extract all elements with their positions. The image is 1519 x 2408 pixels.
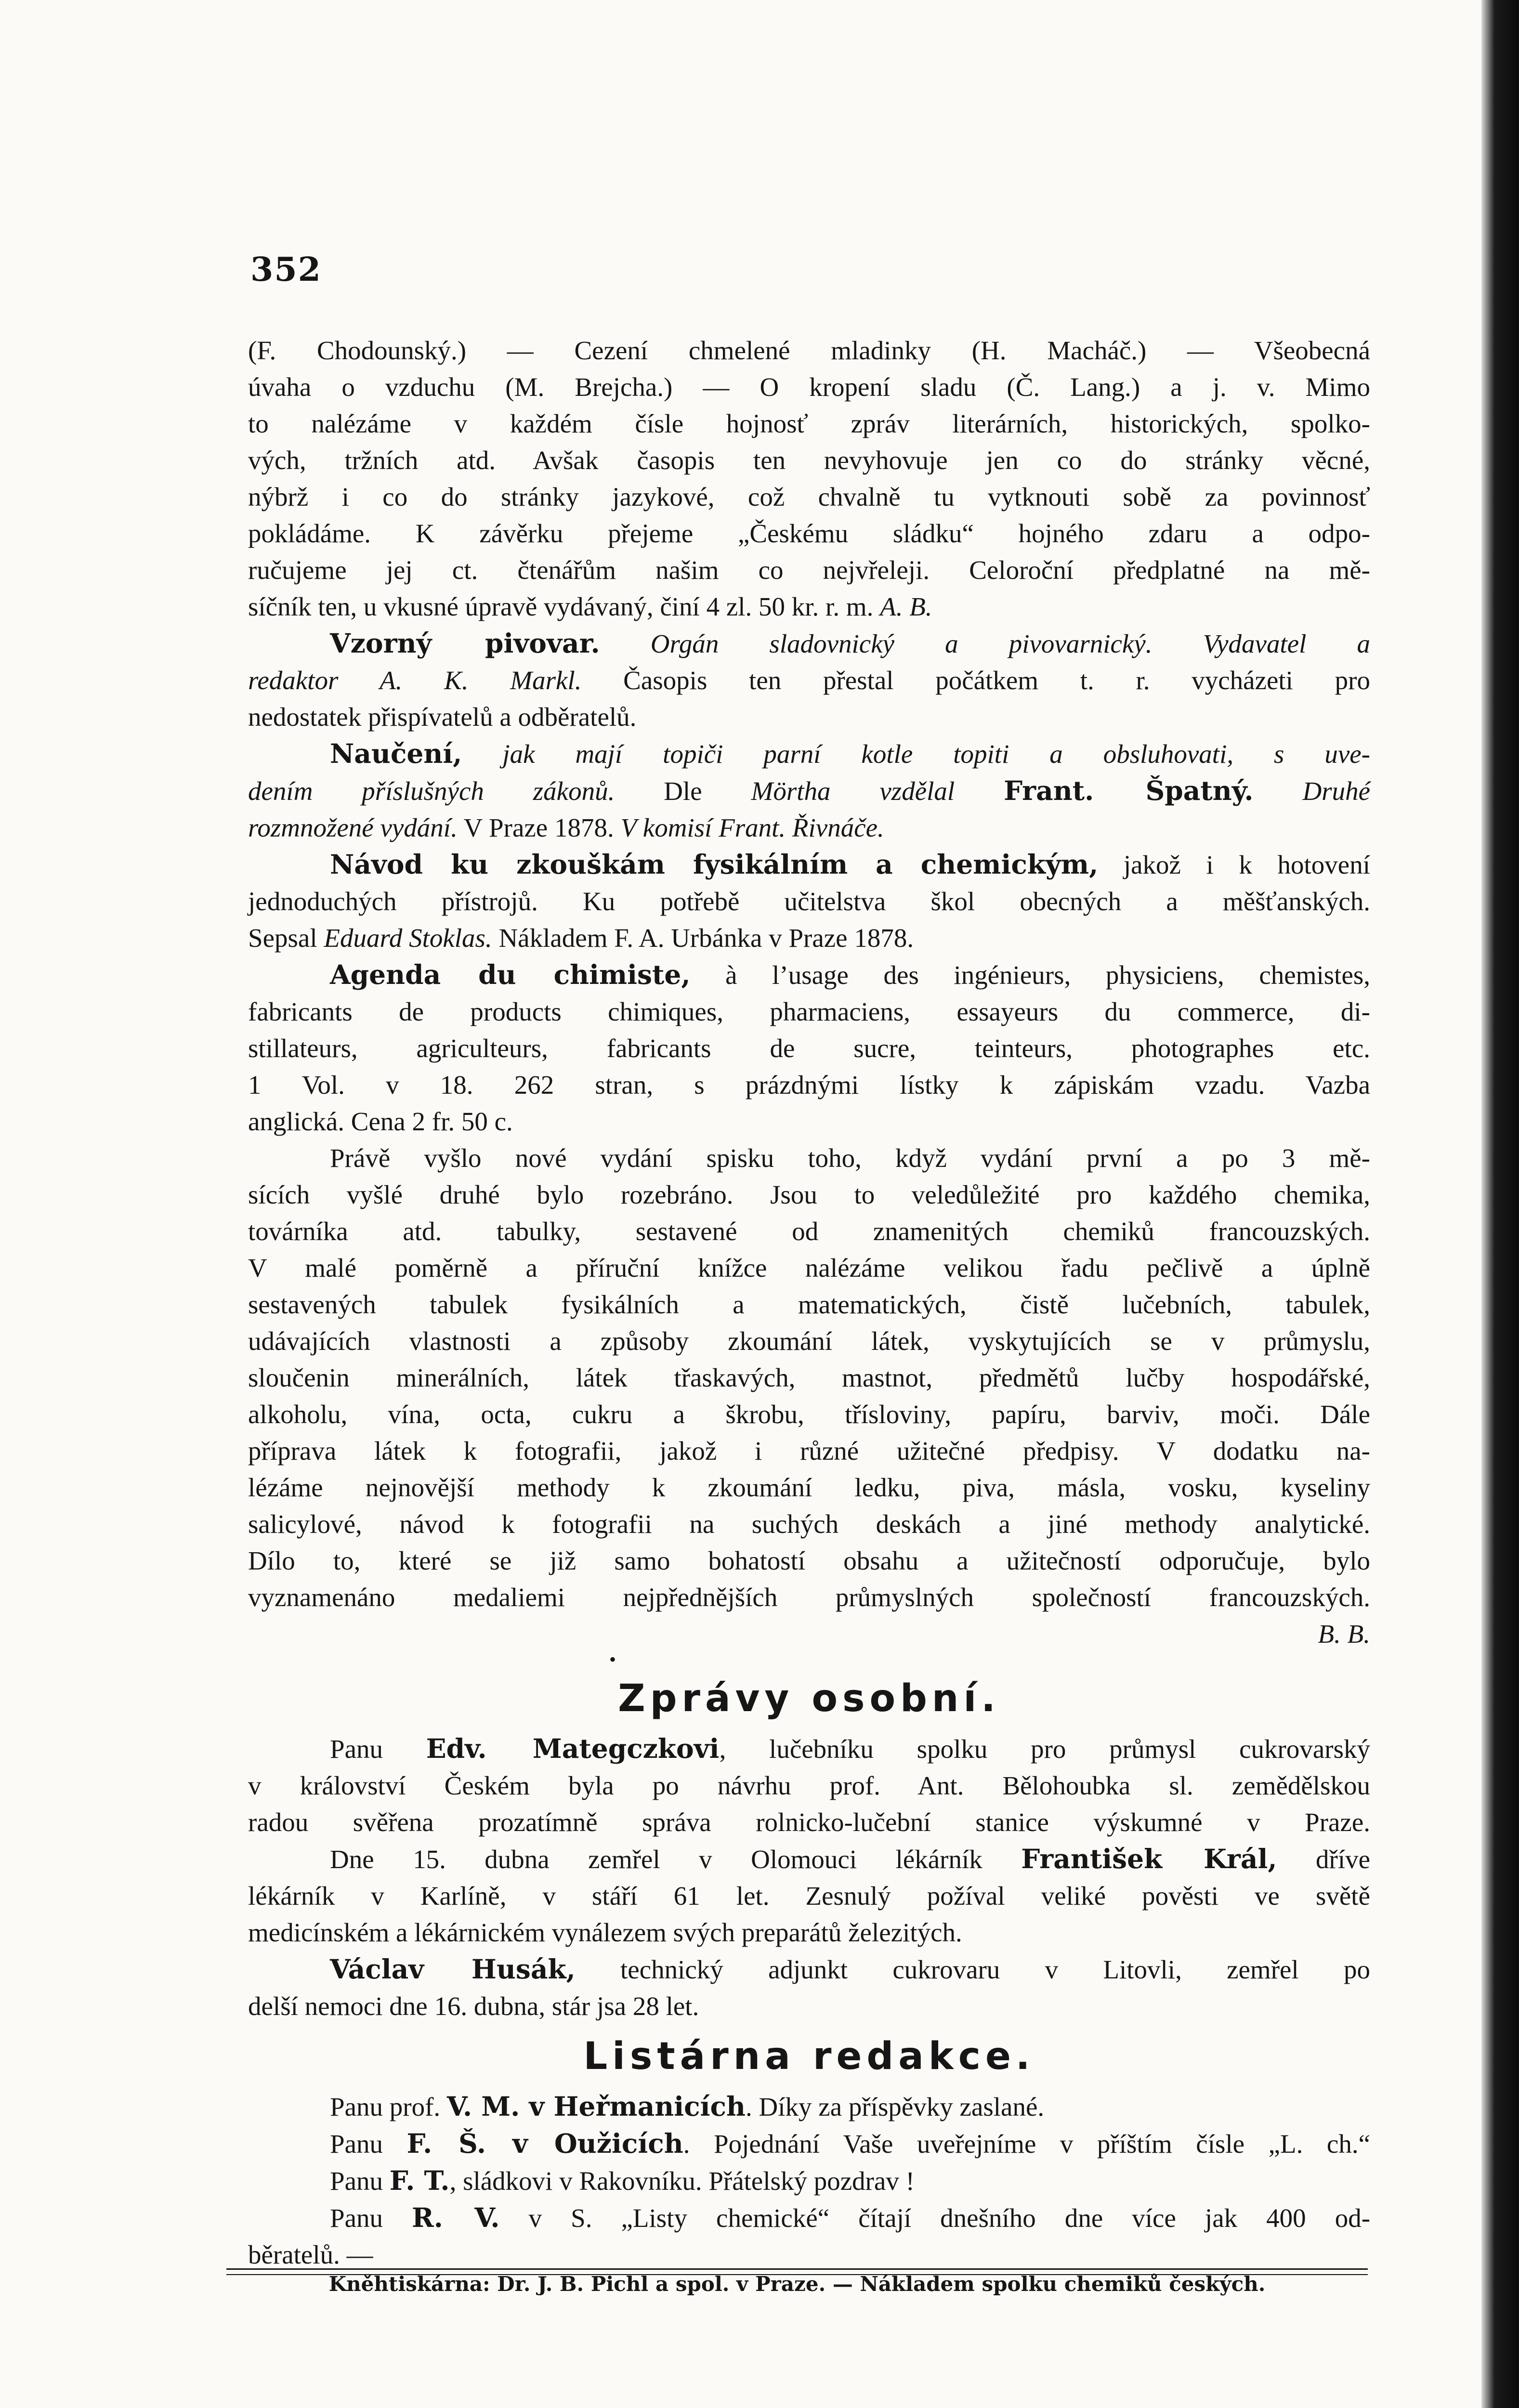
- text-line: [248, 1616, 1370, 1652]
- text-line: [248, 1140, 1370, 1177]
- bold-text: V. M. v Heřmanicích: [446, 2091, 746, 2122]
- text-span: udávajících vlastnosti a způsoby zkoumání látek, vyskytujících se v průmyslu,: [248, 1326, 1370, 1356]
- text-span: síčník ten, u vkusné úpravě vydávaný, činí 4 zl. 50 kr. r. m.: [248, 592, 880, 621]
- text-line: [248, 1951, 1370, 1988]
- text-line: [248, 1103, 1370, 1140]
- text-line: [248, 699, 1370, 735]
- text-line: [248, 1804, 1370, 1841]
- text-span: stillateurs, agriculteurs, fabricants de sucre, teinteurs, photographes etc.: [248, 1034, 1370, 1063]
- text-line: [248, 1323, 1370, 1360]
- bold-text: R. V.: [412, 2202, 500, 2233]
- text-span: Panu: [330, 2166, 390, 2196]
- text-line: [248, 2125, 1370, 2162]
- text-span: ručujeme jej ct. čtenářům našim co nejvřeleji. Celoroční předplatné na mě-: [248, 555, 1370, 585]
- text-span: sestavených tabulek fysikálních a matematických, čistě lučebních, tabulek,: [248, 1290, 1370, 1319]
- text-line: [248, 810, 1370, 846]
- italic-text: dením příslušných zákonů.: [248, 776, 615, 806]
- text-span: nýbrž i co do stránky jazykové, což chvalně tu vytknouti sobě za povinnosť: [248, 482, 1370, 511]
- text-span: továrníka atd. tabulky, sestavené od znamenitých chemiků francouzských.: [248, 1217, 1370, 1246]
- text-span: Sepsal: [248, 923, 324, 953]
- text-line: [248, 956, 1370, 994]
- article-body: [248, 332, 1370, 2273]
- text-span: vyznamenáno medaliemi nejpřednějších průmyslných společností francouzských.: [248, 1583, 1370, 1612]
- italic-text: Druhé: [1302, 776, 1371, 806]
- text-span: Dle: [615, 776, 751, 806]
- text-span: Dílo to, které se již samo bohatostí obsahu a užitečností odporučuje, bylo: [248, 1546, 1370, 1575]
- text-line: [248, 2199, 1370, 2237]
- printer-imprint: Kněhtiskárna: Dr. J. B. Pichl a spol. v Praze. — Nákladem spolku chemiků českých.: [328, 2272, 1266, 2296]
- text-line: [248, 1730, 1370, 1767]
- text-line: [248, 1506, 1370, 1543]
- text-span: pokládáme. K závěrku přejeme „Českému sládku“ hojného zdaru a odpo-: [248, 519, 1370, 548]
- text-line: [248, 479, 1370, 515]
- text-span: lézáme nejnovější methody k zkoumání ledku, piva, másla, vosku, kyseliny: [248, 1473, 1370, 1502]
- text-line: [248, 1469, 1370, 1506]
- text-span: , sládkovi v Rakovníku. Přátelský pozdrav !: [449, 2166, 915, 2196]
- text-span: , lučebníku spolku pro průmysl cukrovarský: [719, 1734, 1370, 1764]
- text-line: [248, 369, 1370, 406]
- text-line: [248, 735, 1370, 772]
- text-span: běratelů. —: [248, 2240, 373, 2269]
- text-line: [248, 332, 1370, 369]
- text-span: delší nemoci dne 16. dubna, stár jsa 28 let.: [248, 1991, 699, 2021]
- text-line: [248, 2237, 1370, 2273]
- text-span: . Pojednání Vaše uveřejníme v příštím čísle „L. ch.“: [683, 2129, 1371, 2159]
- italic-text: A. B.: [880, 592, 932, 621]
- text-line: [248, 772, 1370, 810]
- text-line: [248, 589, 1370, 625]
- text-span: Nákladem F. A. Urbánka v Praze 1878.: [492, 923, 914, 953]
- text-span: v království Českém byla po návrhu prof. Ant. Bělohoubka sl. zemědělskou: [248, 1771, 1370, 1800]
- text-span: příprava látek k fotografii, jakož i různé užitečné předpisy. V dodatku na-: [248, 1436, 1370, 1466]
- italic-text: Eduard Stoklas.: [324, 923, 492, 953]
- text-span: [600, 629, 651, 658]
- text-line: [248, 1914, 1370, 1951]
- text-line: [248, 1767, 1370, 1804]
- text-line: [248, 920, 1370, 956]
- text-span: Panu: [330, 1734, 426, 1764]
- ornament-dot: •: [609, 1649, 616, 1670]
- text-line: [248, 1396, 1370, 1433]
- text-span: technický adjunkt cukrovaru v Litovli, zemřel po: [575, 1955, 1370, 1984]
- text-span: vých, tržních atd. Avšak časopis ten nevyhovuje jen co do stránky věcné,: [248, 445, 1370, 475]
- bold-text: Naučení,: [330, 738, 462, 769]
- text-span: . Díky za příspěvky zaslané.: [746, 2092, 1045, 2121]
- text-span: radou svěřena prozatímně správa rolnicko-lučební stanice výskumné v Praze.: [248, 1807, 1370, 1837]
- text-line: [248, 846, 1370, 883]
- text-span: to nalézáme v každém čísle hojnosť zpráv literárních, historických, spolko-: [248, 409, 1370, 438]
- text-line: [248, 1030, 1370, 1067]
- bold-text: Vzorný pivovar.: [330, 628, 600, 659]
- text-span: jakož i k hotovení: [1098, 850, 1370, 879]
- text-line: [248, 883, 1370, 920]
- bold-text: Návod ku zkouškám fysikálním a chemickým,: [330, 849, 1099, 880]
- text-span: Panu: [330, 2203, 412, 2233]
- text-span: sloučenin minerálních, látek třaskavých, mastnot, předmětů lučby hospodářské,: [248, 1363, 1370, 1392]
- bold-text: F. Š. v Oužicích: [406, 2128, 683, 2159]
- text-line: [248, 552, 1370, 589]
- text-span: fabricants de products chimiques, pharmaciens, essayeurs du commerce, di-: [248, 997, 1370, 1026]
- text-line: [248, 1213, 1370, 1250]
- bold-text: František Král,: [1021, 1843, 1277, 1874]
- text-line: [248, 1177, 1370, 1213]
- text-span: (F. Chodounský.) — Cezení chmelené mladinky (H. Macháč.) — Všeobecná: [248, 336, 1370, 365]
- bold-text: F. T.: [389, 2165, 450, 2196]
- footer-rule: [226, 2268, 1368, 2270]
- text-span: à l’usage des ingénieurs, physiciens, chemistes,: [690, 960, 1371, 990]
- text-line: [248, 1286, 1370, 1323]
- text-line: [248, 406, 1370, 442]
- text-line: [248, 1543, 1370, 1579]
- text-span: [462, 739, 502, 769]
- text-span: [1254, 776, 1303, 806]
- bold-text: Frant. Špatný.: [1004, 775, 1254, 806]
- italic-text: B. B.: [1318, 1619, 1370, 1649]
- review-section: [248, 332, 1370, 1652]
- text-span: salicylové, návod k fotografii na suchých deskách a jiné methody analytické.: [248, 1509, 1370, 1539]
- text-line: [248, 515, 1370, 552]
- text-line: [248, 1878, 1370, 1914]
- text-span: V Praze 1878.: [457, 813, 621, 842]
- text-span: dříve: [1277, 1845, 1371, 1874]
- bold-text: Agenda du chimiste,: [330, 959, 691, 990]
- text-line: [248, 1067, 1370, 1103]
- heading-personal-news: Zprávy osobní.: [618, 1677, 1000, 1720]
- heading-editorial-letters: Listárna redakce.: [583, 2035, 1035, 2078]
- italic-text: jak mají topiči parní kotle topiti a obsluhovati, s uve-: [502, 739, 1370, 769]
- text-span: jednoduchých přístrojů. Ku potřebě učitelstva škol obecných a měšťanských.: [248, 887, 1370, 916]
- bold-text: Václav Husák,: [330, 1953, 576, 1985]
- text-line: [248, 2162, 1370, 2199]
- text-line: [248, 994, 1370, 1030]
- text-span: 1 Vol. v 18. 262 stran, s prázdnými lístky k zápiskám vzadu. Vazba: [248, 1070, 1370, 1099]
- bold-text: Edv. Mategczkovi: [426, 1733, 720, 1764]
- text-span: Panu: [330, 2129, 407, 2159]
- text-span: v S. „Listy chemické“ čítají dnešního dne více jak 400 od-: [499, 2203, 1371, 2233]
- text-span: alkoholu, vína, octa, cukru a škrobu, třísloviny, papíru, barviv, moči. Dále: [248, 1400, 1370, 1429]
- page-binding-edge: [1481, 0, 1519, 2408]
- text-line: [248, 662, 1370, 699]
- personal-news-section: [248, 1730, 1370, 2025]
- editorial-letters-section: [248, 2088, 1370, 2273]
- text-line: [248, 625, 1370, 662]
- text-span: Dne 15. dubna zemřel v Olomouci lékárník: [330, 1845, 1021, 1874]
- text-span: nedostatek přispívatelů a odběratelů.: [248, 702, 637, 732]
- text-span: V malé poměrně a příruční knížce nalézáme velikou řadu pečlivě a úplně: [248, 1253, 1370, 1283]
- text-span: Právě vyšlo nové vydání spisku toho, když vydání první a po 3 mě-: [330, 1143, 1370, 1173]
- text-line: [248, 1579, 1370, 1616]
- text-line: [248, 442, 1370, 479]
- italic-text: V komisí Frant. Řivnáče.: [620, 813, 884, 842]
- text-line: [248, 1360, 1370, 1396]
- text-span: medicínském a lékárnickém vynálezem svých preparátů železitých.: [248, 1918, 962, 1947]
- italic-text: redaktor A. K. Markl.: [248, 666, 582, 695]
- text-span: [955, 776, 1004, 806]
- text-span: úvaha o vzduchu (M. Brejcha.) — O kropení sladu (Č. Lang.) a j. v. Mimo: [248, 372, 1370, 402]
- italic-text: Orgán sladovnický a pivovarnický. Vydavatel a: [650, 629, 1371, 658]
- italic-text: Mörtha vzdělal: [751, 776, 955, 806]
- text-line: [248, 1841, 1370, 1878]
- text-line: [248, 1988, 1370, 2025]
- text-line: [248, 1250, 1370, 1286]
- text-span: Panu prof.: [330, 2092, 447, 2121]
- text-span: sících vyšlé druhé bylo rozebráno. Jsou to veledůležité pro každého chemika,: [248, 1180, 1370, 1209]
- text-line: [248, 1433, 1370, 1469]
- text-span: lékárník v Karlíně, v stáří 61 let. Zesnulý požíval veliké pověsti ve světě: [248, 1881, 1370, 1911]
- page-number: 352: [250, 250, 322, 289]
- text-line: [248, 2088, 1370, 2125]
- text-span: Časopis ten přestal počátkem t. r. vycházeti pro: [581, 666, 1370, 695]
- text-span: anglická. Cena 2 fr. 50 c.: [248, 1107, 513, 1136]
- italic-text: rozmnožené vydání.: [248, 813, 458, 842]
